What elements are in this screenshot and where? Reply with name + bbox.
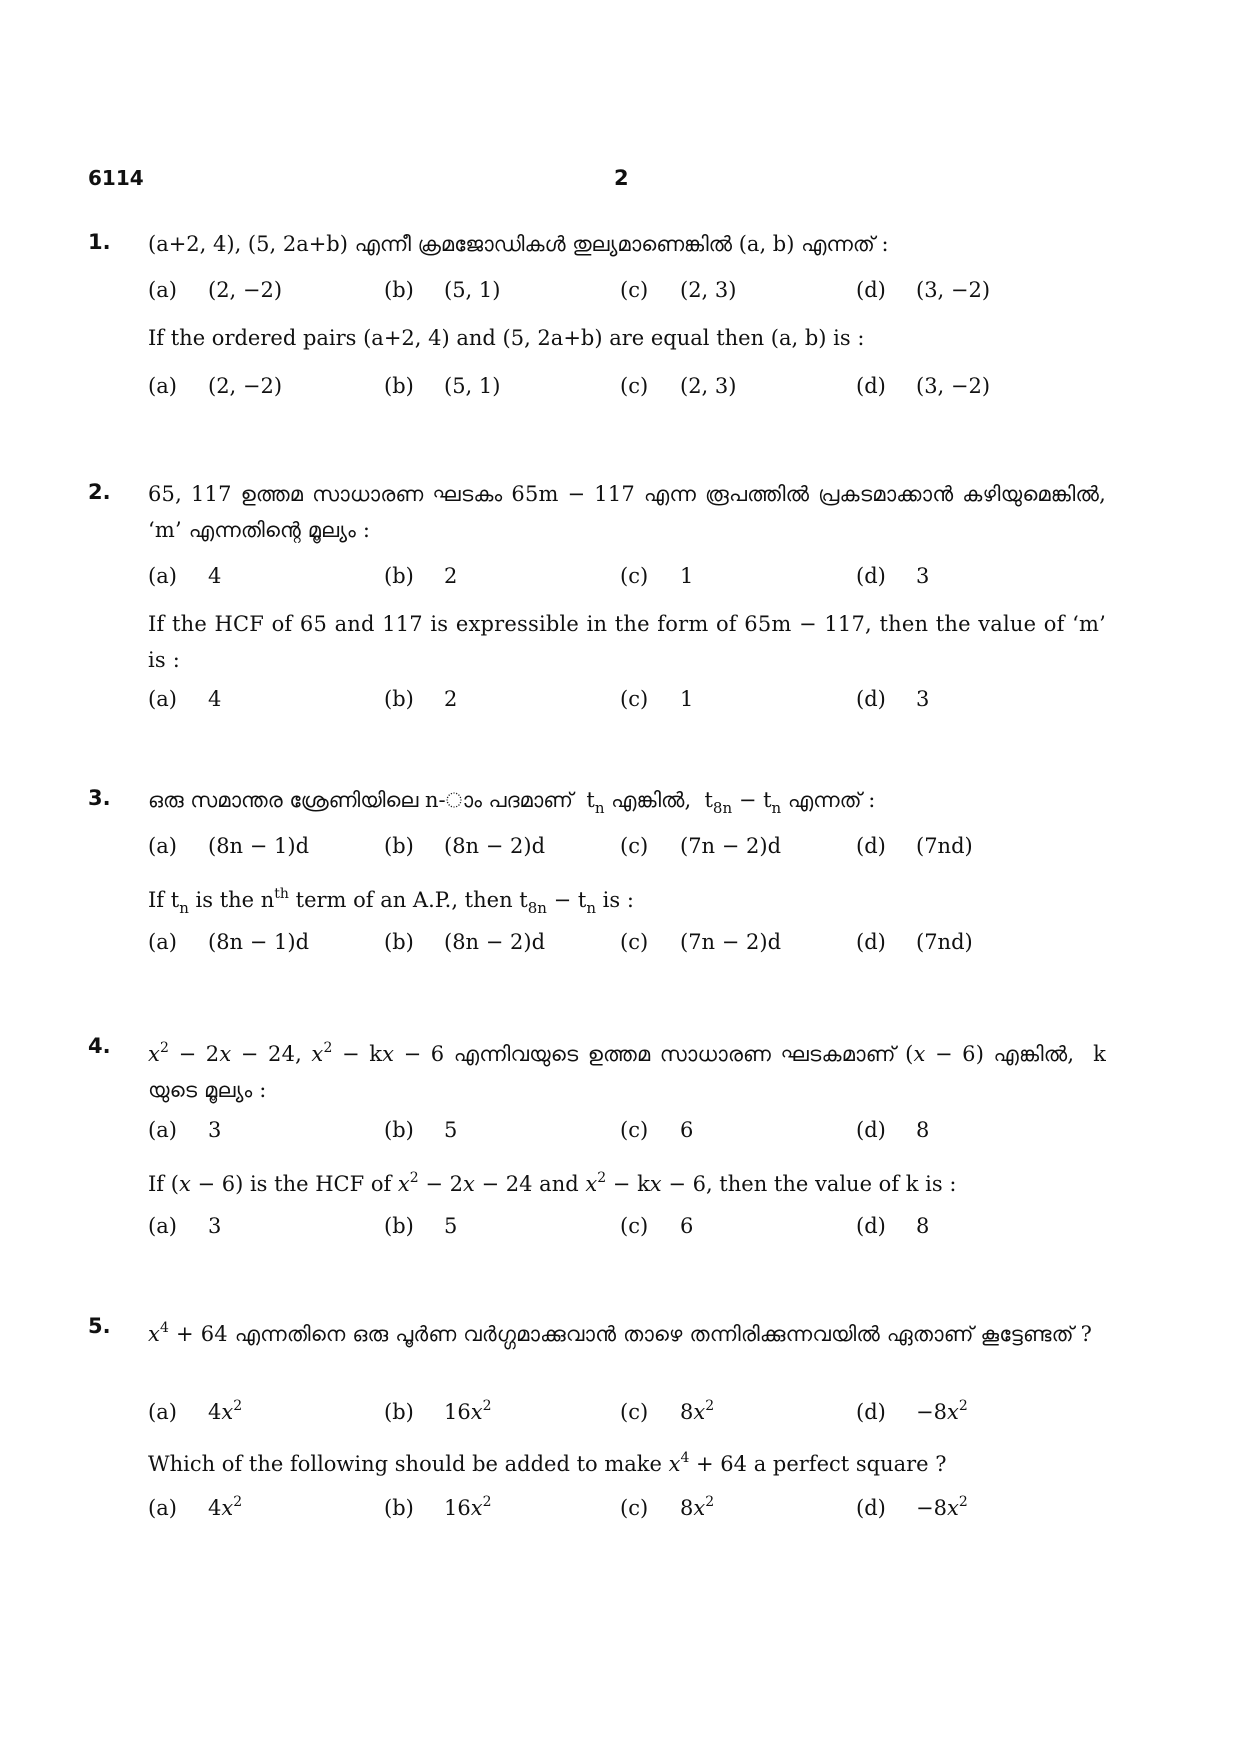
option-b[interactable]: (b) (8n − 2)d — [384, 930, 546, 954]
options-malayalam — [148, 834, 1108, 864]
option-a[interactable]: (a) (8n − 1)d — [148, 930, 310, 954]
option-a[interactable]: (a) (8n − 1)d — [148, 834, 310, 858]
question-number: 2. — [88, 480, 111, 504]
option-a[interactable]: (a) 3 — [148, 1214, 222, 1238]
option-a[interactable]: (a) 4 — [148, 564, 222, 588]
option-d[interactable]: $(d) -8x^2$ — [856, 1494, 968, 1520]
question-number: 3. — [88, 786, 111, 810]
question-english: Which of the following should be added to make $x^4 + 64$ a perfect square ? — [148, 1450, 947, 1476]
question-malayalam: $x^2 - 2x - 24$, $x^2$ − kx − 6 എന്നിവയുടെ ഉത്തമ സാധാരണ ഘടകമാണ് (x − 6) എങ്കിൽ, k യുടെ മൂല്യം : — [148, 1040, 1107, 1102]
option-c[interactable]: (c) (7n − 2)d — [620, 834, 782, 858]
page-number: 2 — [614, 166, 629, 190]
question-malayalam: (a+2, 4), (5, 2a+b) എന്നീ ക്രമജോഡികൾ തുല്യമാണെങ്കിൽ (a, b) എന്നത് : — [148, 232, 889, 256]
question-english: If the ordered pairs (a+2, 4) and (5, 2a+b) are equal then (a, b) is : — [148, 326, 865, 350]
question-english: If (x − 6) is the HCF of $x^2 - 2x - 24$ and $x^2$ − kx − 6, then the value of k is : — [148, 1170, 957, 1196]
option-a[interactable]: (a) $4x^2$ — [148, 1494, 243, 1520]
question-english: If the HCF of 65 and 117 is expressible in the form of 65m − 117, then the value of ‘m’ is : — [148, 612, 1106, 672]
option-c[interactable]: (c) 1 — [620, 564, 694, 588]
option-c[interactable]: (c) 6 — [620, 1214, 694, 1238]
options-english — [148, 374, 1108, 404]
option-d[interactable]: (d) 8 — [856, 1214, 930, 1238]
option-b[interactable]: (b) $16x^2$ — [384, 1398, 492, 1424]
option-d[interactable]: (d) (3, −2) — [856, 278, 991, 302]
option-a[interactable]: (a) (2, −2) — [148, 374, 283, 398]
option-d[interactable]: (d) 8 — [856, 1118, 930, 1142]
options-malayalam — [148, 278, 1108, 308]
option-d[interactable]: (d) (7nd) — [856, 834, 973, 858]
question-english: If $t_n$ is the $n^{th}$ term of an A.P., then $t_{8n} - t_n$ is : — [148, 886, 634, 917]
option-d[interactable]: (d) 3 — [856, 564, 930, 588]
options-malayalam — [148, 564, 1108, 594]
option-a[interactable]: (a) (2, −2) — [148, 278, 283, 302]
options-english — [148, 687, 1108, 717]
question-malayalam: $x^4 + 64$ എന്നതിനെ ഒരു പൂർണ വർഗ്ഗമാക്കുവാൻ താഴെ തന്നിരിക്കുന്നവയിൽ ഏതാണ് കൂട്ടേണ്ടത് ? — [148, 1320, 1093, 1346]
option-b[interactable]: (b) 5 — [384, 1214, 458, 1238]
option-c[interactable]: (c) 1 — [620, 687, 694, 711]
question-malayalam: ഒരു സമാന്തര ശ്രേണിയിലെ n-ാം പദമാണ് $t_n$ എങ്കിൽ, $t_{8n} - t_n$ എന്നത് : — [148, 788, 876, 817]
paper-code: 6114 — [88, 166, 144, 190]
option-c[interactable]: (c) 6 — [620, 1118, 694, 1142]
option-a[interactable]: (a) 4 — [148, 687, 222, 711]
option-b[interactable]: (b) $16x^2$ — [384, 1494, 492, 1520]
option-c[interactable]: (c) $8x^2$ — [620, 1398, 715, 1424]
options-malayalam — [148, 1118, 1108, 1148]
question-number: 1. — [88, 230, 111, 254]
options-english — [148, 930, 1108, 960]
options-english — [148, 1214, 1108, 1244]
option-b[interactable]: (b) (5, 1) — [384, 278, 501, 302]
option-d[interactable]: (d) (3, −2) — [856, 374, 991, 398]
option-c[interactable]: (c) (2, 3) — [620, 374, 737, 398]
option-b[interactable]: (b) (8n − 2)d — [384, 834, 546, 858]
question-number: 4. — [88, 1034, 111, 1058]
options-malayalam — [148, 1398, 1108, 1428]
question-number: 5. — [88, 1314, 111, 1338]
option-d[interactable]: $(d) -8x^2$ — [856, 1398, 968, 1424]
option-a[interactable]: (a) $4x^2$ — [148, 1398, 243, 1424]
option-c[interactable]: (c) (7n − 2)d — [620, 930, 782, 954]
option-b[interactable]: (b) 2 — [384, 564, 458, 588]
option-b[interactable]: (b) (5, 1) — [384, 374, 501, 398]
options-english — [148, 1494, 1108, 1524]
option-d[interactable]: (d) (7nd) — [856, 930, 973, 954]
option-c[interactable]: (c) (2, 3) — [620, 278, 737, 302]
option-d[interactable]: (d) 3 — [856, 687, 930, 711]
option-c[interactable]: (c) $8x^2$ — [620, 1494, 715, 1520]
option-b[interactable]: (b) 5 — [384, 1118, 458, 1142]
option-b[interactable]: (b) 2 — [384, 687, 458, 711]
question-malayalam: 65, 117 ഉത്തമ സാധാരണ ഘടകം 65m − 117 എന്ന രൂപത്തിൽ പ്രകടമാക്കാൻ കഴിയുമെങ്കിൽ, ‘m’ എന്നതിന്റെ മൂല്യം : — [148, 482, 1106, 542]
option-a[interactable]: (a) 3 — [148, 1118, 222, 1142]
